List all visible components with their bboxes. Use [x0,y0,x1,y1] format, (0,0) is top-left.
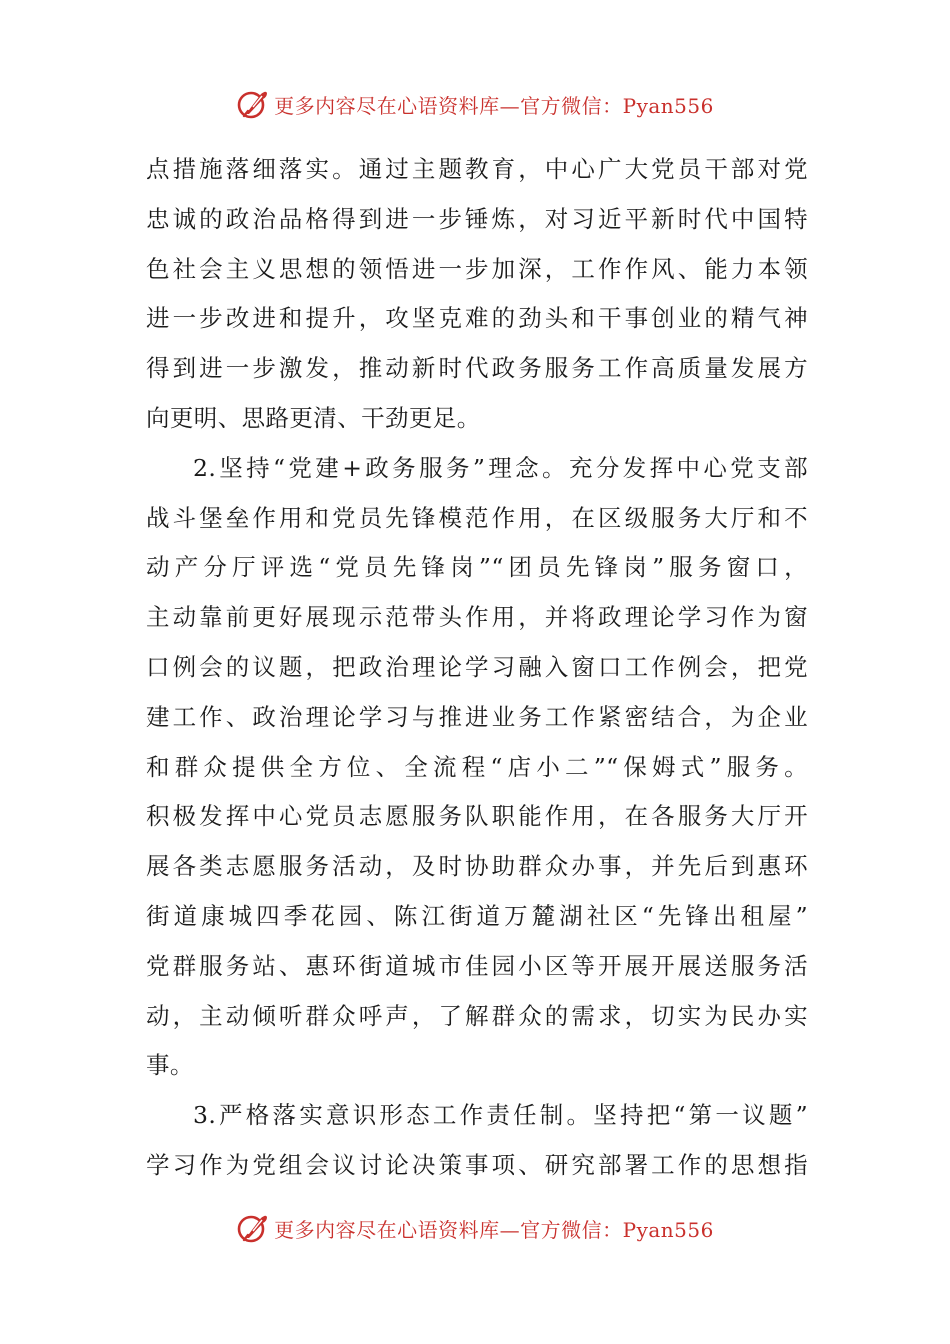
text-line: 主动靠前更好展现示范带头作用，并将政理论学习作为窗 [146,603,808,632]
text-line: 动产分厅评选“党员先锋岗”“团员先锋岗”服务窗口， [146,553,808,582]
paragraph-heading-line: 2.坚持“党建+政务服务”理念。充分发挥中心党支部 [193,453,808,482]
text-line: 事。 [146,1051,194,1080]
text-line: 动，主动倾听群众呼声，了解群众的需求，切实为民办实 [146,1001,808,1030]
header-watermark [0,84,950,124]
text-line: 积极发挥中心党员志愿服务队职能作用，在各服务大厅开 [146,802,808,831]
text-line: 点措施落细落实。通过主题教育，中心广大党员干部对党 [146,155,808,183]
text-line: 街道康城四季花园、陈江街道万麓湖社区“先锋出租屋” [146,901,808,930]
text-line: 忠诚的政治品格得到进一步锤炼，对习近平新时代中国特 [146,204,808,233]
text-line: 展各类志愿服务活动，及时协助群众办事，并先后到惠环 [146,852,808,881]
watermark-text: 更多内容尽在心语资料库—官方微信：Pyan556 [274,1217,714,1242]
text-line: 学习作为党组会议讨论决策事项、研究部署工作的思想指 [146,1150,808,1179]
document-body [146,145,808,1191]
text-line: 色社会主义思想的领悟进一步加深，工作作风、能力本领 [146,254,808,283]
text-line: 战斗堡垒作用和党员先锋模范作用，在区级服务大厅和不 [146,503,808,532]
text-line: 得到进一步激发，推动新时代政务服务工作高质量发展方 [146,354,808,383]
quill-pen-logo-icon [236,1211,270,1245]
paragraph-heading-line: 3.严格落实意识形态工作责任制。坚持把“第一议题” [193,1101,808,1130]
text-line: 口例会的议题，把政治理论学习融入窗口工作例会，把党 [146,652,808,681]
text-line: 党群服务站、惠环街道城市佳园小区等开展开展送服务活 [146,951,808,980]
watermark-text: 更多内容尽在心语资料库—官方微信：Pyan556 [274,93,714,118]
text-line: 建工作、政治理论学习与推进业务工作紧密结合，为企业 [146,702,808,731]
text-line: 和群众提供全方位、全流程“店小二”“保姆式”服务。 [146,752,808,781]
footer-watermark [0,1208,950,1248]
text-line: 进一步改进和提升，攻坚克难的劲头和干事创业的精气神 [146,304,808,333]
quill-pen-logo-icon [236,87,270,121]
text-line: 向更明、思路更清、干劲更足。 [146,403,481,432]
